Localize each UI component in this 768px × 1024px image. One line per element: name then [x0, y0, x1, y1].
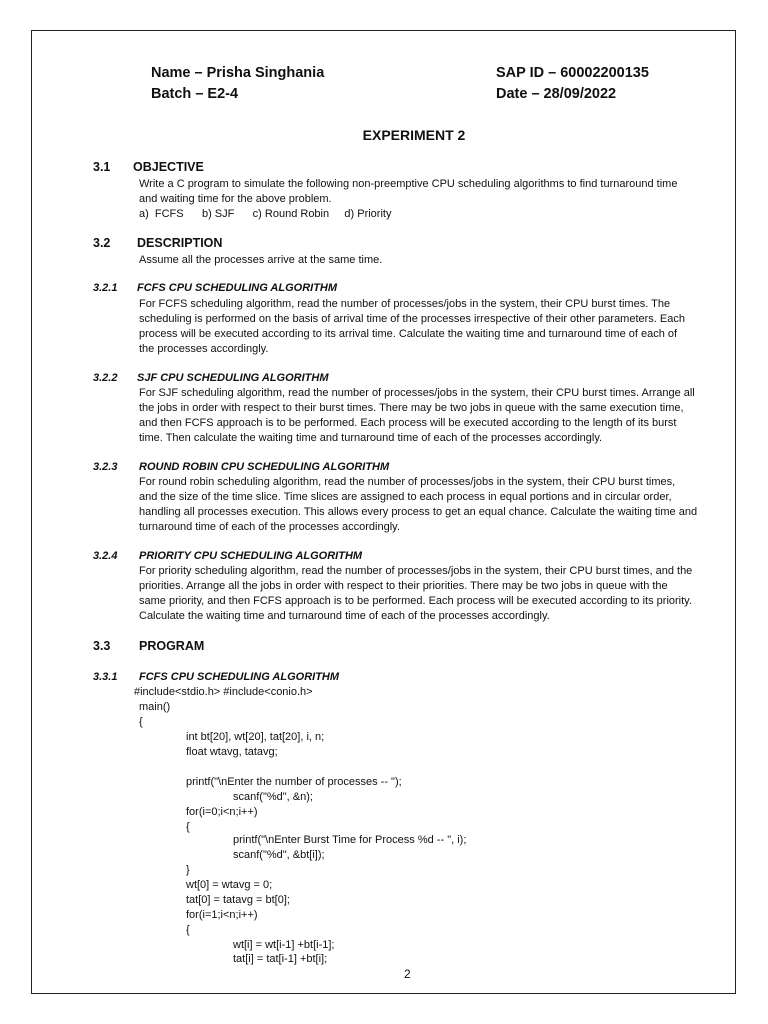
sjf-desc-line-3: and then FCFS approach is to be performed. Each process will be executed according to the length of its burst — [139, 417, 677, 429]
code-line: float wtavg, tatavg; — [186, 746, 278, 758]
section-title-description: DESCRIPTION — [137, 236, 223, 250]
subsection-title-sjf: SJF CPU SCHEDULING ALGORITHM — [137, 372, 329, 384]
sjf-desc-line-4: time. Then calculate the waiting time and turnaround time of each of the processes accordingly. — [139, 432, 603, 444]
description-text: Assume all the processes arrive at the same time. — [139, 254, 383, 266]
subsection-number: 3.2.2 — [93, 372, 118, 384]
priority-desc-line-3: same priority, and then FCFS approach is to be performed. Each process will be executed according to its priority. — [139, 595, 692, 607]
subsection-number: 3.2.1 — [93, 282, 118, 294]
submission-date: Date – 28/09/2022 — [496, 86, 617, 102]
sjf-desc-line-1: For SJF scheduling algorithm, read the number of processes/jobs in the system, their CPU burst times. Arrange all — [139, 387, 695, 399]
rr-desc-line-3: handling all processes execution. This allows every process to get an equal chance. Calculate the waiting time and — [139, 506, 698, 518]
section-number: 3.2 — [93, 236, 111, 250]
subsection-number: 3.3.1 — [93, 671, 118, 683]
rr-desc-line-1: For round robin scheduling algorithm, read the number of processes/jobs in the system, their CPU burst times, — [139, 476, 676, 488]
fcfs-desc-line-4: the processes accordingly. — [139, 343, 269, 355]
fcfs-desc-line-2: scheduling is performed on the basis of arrival time of the processes irrespective of their other parameters. Each — [139, 313, 685, 325]
rr-desc-line-2: and the size of the time slice. Time slices are assigned to each process in equal portions and in circular order, — [139, 491, 672, 503]
code-line: wt[i] = wt[i-1] +bt[i-1]; — [233, 939, 335, 951]
code-line: #include<stdio.h> #include<conio.h> — [134, 686, 313, 698]
code-line: for(i=0;i<n;i++) — [186, 806, 258, 818]
code-line: { — [139, 716, 143, 728]
objective-line-1: Write a C program to simulate the following non-preemptive CPU scheduling algorithms to find turnaround time — [139, 178, 678, 190]
student-batch: Batch – E2-4 — [151, 86, 239, 102]
code-line: scanf("%d", &n); — [233, 791, 313, 803]
sjf-desc-line-2: the jobs in order with respect to their burst times. There may be two jobs in queue with the same execution time, — [139, 402, 684, 414]
page-number: 2 — [404, 967, 411, 981]
subsection-title-fcfs-program: FCFS CPU SCHEDULING ALGORITHM — [139, 671, 340, 683]
code-line: scanf("%d", &bt[i]); — [233, 849, 325, 861]
subsection-number: 3.2.4 — [93, 550, 118, 562]
code-line: printf("\nEnter Burst Time for Process %d -- ", i); — [233, 834, 467, 846]
sap-id: SAP ID – 60002200135 — [496, 65, 649, 81]
algorithm-options: a) FCFS b) SJF c) Round Robin d) Priority — [139, 208, 392, 220]
fcfs-desc-line-3: process will be executed according to its arrival time. Calculate the waiting time and turnaround time of each of — [139, 328, 678, 340]
rr-desc-line-4: turnaround time of each of the processes accordingly. — [139, 521, 400, 533]
subsection-title-round-robin: ROUND ROBIN CPU SCHEDULING ALGORITHM — [139, 461, 390, 473]
student-name: Name – Prisha Singhania — [151, 65, 325, 81]
code-line: wt[0] = wtavg = 0; — [186, 879, 273, 891]
section-title-program: PROGRAM — [139, 639, 205, 653]
subsection-title-fcfs: FCFS CPU SCHEDULING ALGORITHM — [137, 282, 338, 294]
section-title-objective: OBJECTIVE — [133, 160, 204, 174]
priority-desc-line-2: priorities. Arrange all the jobs in order with respect to their priorities. There may be two jobs in queue with the — [139, 580, 668, 592]
subsection-number: 3.2.3 — [93, 461, 118, 473]
priority-desc-line-1: For priority scheduling algorithm, read the number of processes/jobs in the system, their CPU burst times, and the — [139, 565, 693, 577]
objective-line-2: and waiting time for the above problem. — [139, 193, 332, 205]
code-line: { — [186, 821, 190, 833]
code-line: { — [186, 924, 190, 936]
section-number: 3.1 — [93, 160, 111, 174]
section-number: 3.3 — [93, 639, 111, 653]
subsection-title-priority: PRIORITY CPU SCHEDULING ALGORITHM — [139, 550, 363, 562]
page-title: EXPERIMENT 2 — [362, 127, 466, 143]
priority-desc-line-4: Calculate the waiting time and turnaround time of each of the processes accordingly. — [139, 610, 550, 622]
fcfs-desc-line-1: For FCFS scheduling algorithm, read the number of processes/jobs in the system, their CPU burst times. The — [139, 298, 671, 310]
code-line: tat[0] = tatavg = bt[0]; — [186, 894, 290, 906]
code-line: } — [186, 864, 190, 876]
code-line: main() — [139, 701, 171, 713]
code-line: tat[i] = tat[i-1] +bt[i]; — [233, 953, 328, 965]
code-line: for(i=1;i<n;i++) — [186, 909, 258, 921]
code-line: int bt[20], wt[20], tat[20], i, n; — [186, 731, 325, 743]
code-line: printf("\nEnter the number of processes -- "); — [186, 776, 402, 788]
